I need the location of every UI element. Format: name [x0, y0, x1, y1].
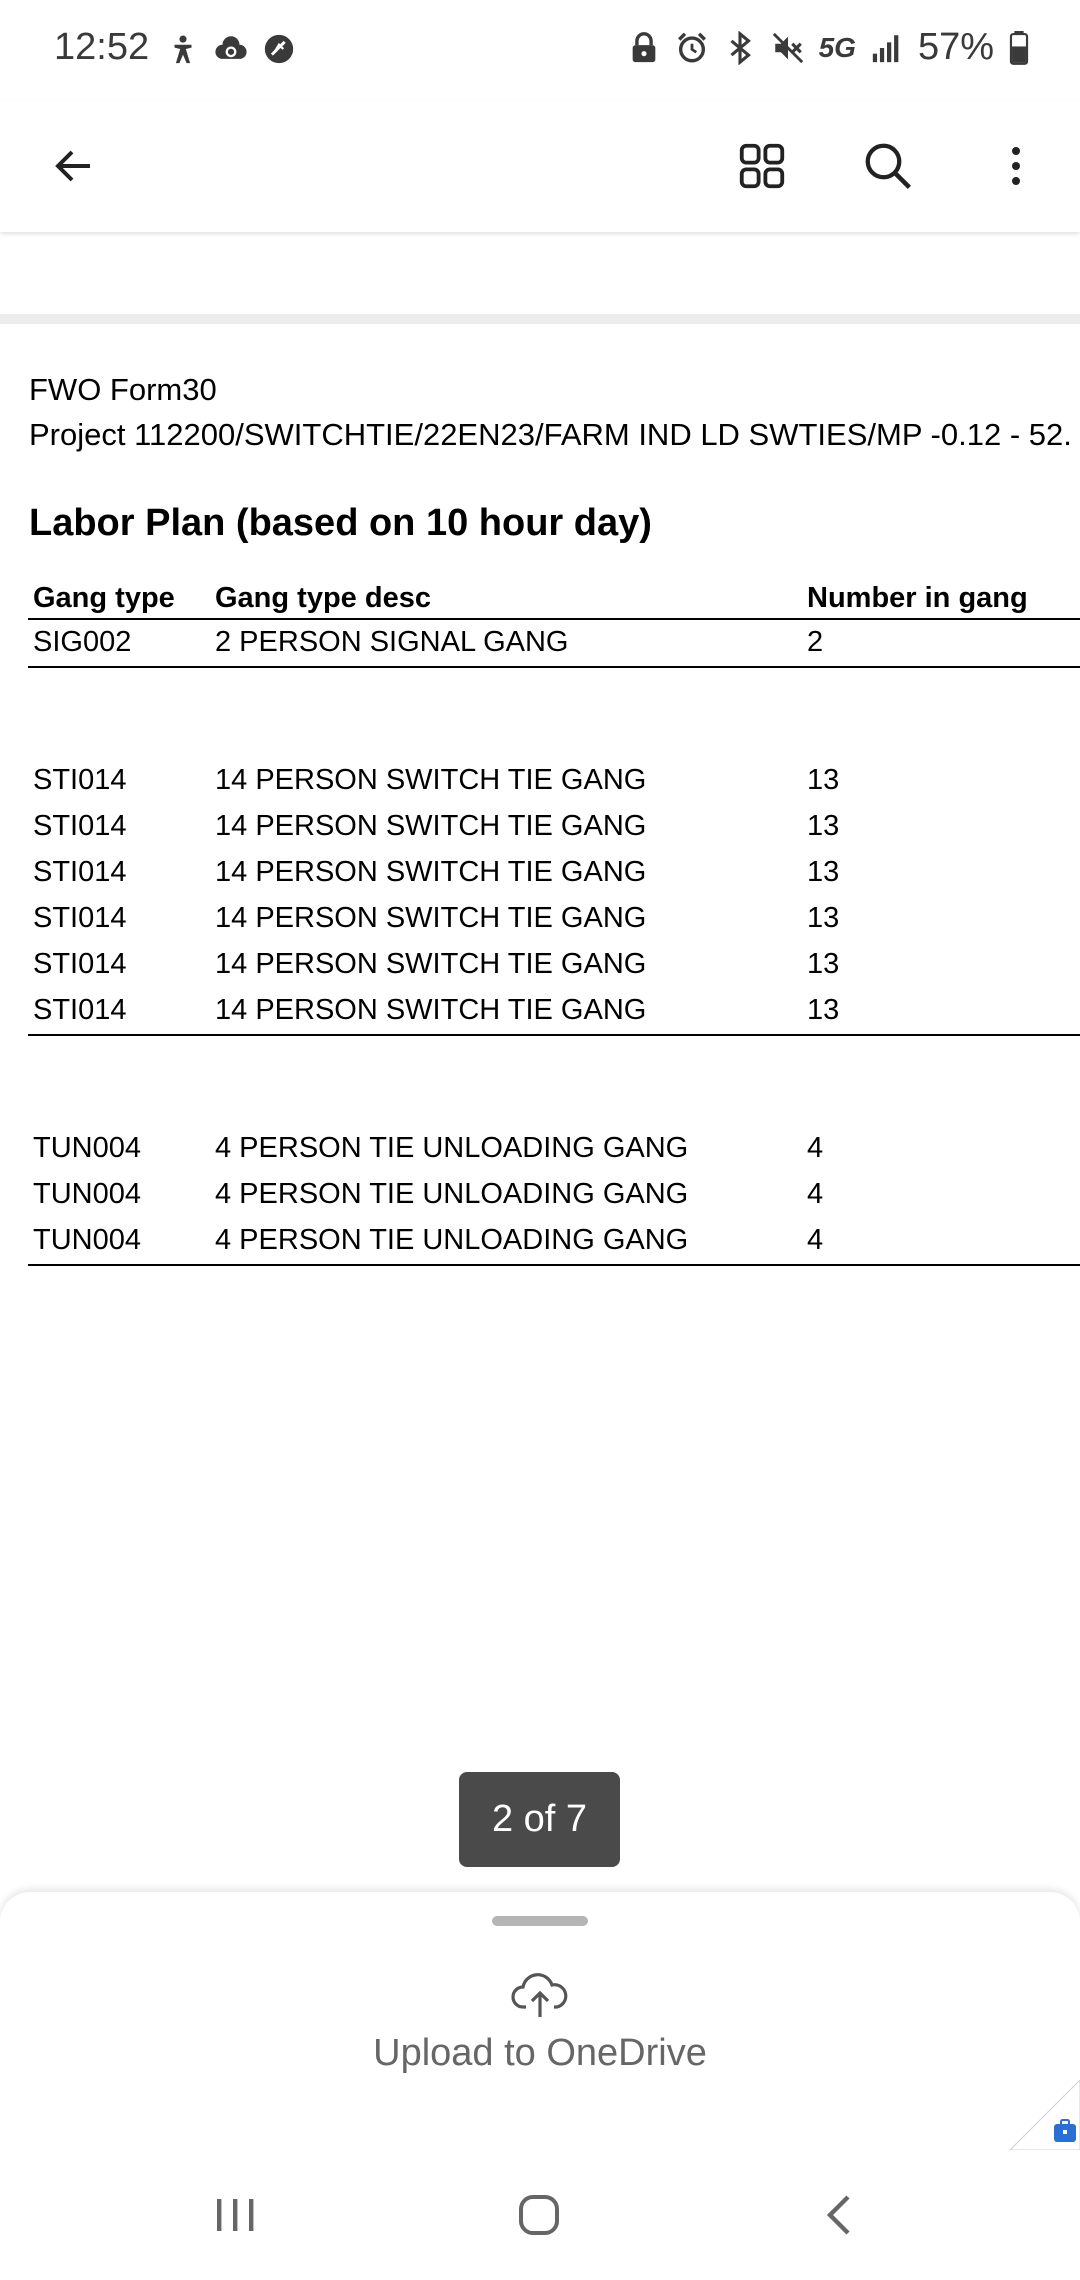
search-button[interactable]	[848, 126, 928, 206]
cell-gang-desc: 14 PERSON SWITCH TIE GANG	[215, 856, 647, 888]
header-gang-type-desc: Gang type desc	[215, 582, 431, 614]
cell-gang-desc: 14 PERSON SWITCH TIE GANG	[215, 764, 647, 796]
upload-to-onedrive-button[interactable]	[300, 1952, 780, 2102]
more-options-button[interactable]	[976, 126, 1056, 206]
cell-number: 13	[807, 902, 840, 934]
cell-number: 4	[807, 1178, 824, 1210]
status-bar	[0, 0, 1080, 100]
page-indicator: 2 of 7	[459, 1772, 620, 1867]
system-nav-bar	[0, 2150, 1080, 2280]
recents-button[interactable]	[190, 2180, 280, 2250]
briefcase-icon	[1010, 2080, 1080, 2150]
cell-gang-type: TUN004	[33, 1132, 141, 1164]
cell-number: 2	[807, 626, 824, 658]
alarm-icon	[675, 31, 709, 65]
cell-gang-desc: 2 PERSON SIGNAL GANG	[215, 626, 569, 658]
table-group-sti	[28, 758, 1080, 1036]
cell-gang-type: STI014	[33, 810, 127, 842]
arrow-left-icon	[50, 142, 98, 190]
cell-gang-type: TUN004	[33, 1224, 141, 1256]
header-number-in-gang: Number in gang	[807, 582, 1028, 614]
app-bar	[0, 100, 1080, 232]
cell-gang-desc: 14 PERSON SWITCH TIE GANG	[215, 948, 647, 980]
cell-gang-desc: 4 PERSON TIE UNLOADING GANG	[215, 1224, 689, 1256]
upload-label: Upload to OneDrive	[373, 2032, 707, 2074]
page-separator	[0, 314, 1080, 324]
battery-icon	[1008, 31, 1030, 65]
cell-number: 13	[807, 764, 840, 796]
nav-back-button[interactable]	[795, 2180, 885, 2250]
labor-plan-heading: Labor Plan (based on 10 hour day)	[29, 502, 652, 544]
table-row	[28, 758, 1080, 804]
table-spacer	[28, 668, 1080, 758]
back-chevron-icon	[820, 2191, 860, 2239]
table-spacer	[28, 1036, 1080, 1126]
back-button[interactable]	[34, 126, 114, 206]
header-gang-type: Gang type	[33, 582, 175, 614]
cell-number: 13	[807, 810, 840, 842]
grid-icon	[735, 139, 789, 193]
document-title: FWO Form30	[29, 372, 217, 407]
table-row	[28, 804, 1080, 850]
cell-number: 4	[807, 1224, 824, 1256]
table-row	[28, 942, 1080, 988]
blocked-icon	[262, 32, 296, 66]
cell-gang-type: SIG002	[33, 626, 132, 658]
labor-plan-table	[28, 576, 1080, 1266]
table-row	[28, 620, 1080, 666]
cloud-upload-icon	[510, 1970, 570, 2020]
table-header-row	[28, 576, 1080, 620]
cell-number: 13	[807, 948, 840, 980]
bottom-sheet	[0, 1892, 1080, 2150]
sheet-drag-handle[interactable]	[492, 1916, 588, 1926]
system-icons	[627, 26, 1030, 69]
table-row	[28, 1218, 1080, 1264]
cell-gang-type: STI014	[33, 764, 127, 796]
cell-gang-type: STI014	[33, 902, 127, 934]
cell-gang-desc: 4 PERSON TIE UNLOADING GANG	[215, 1178, 689, 1210]
table-row	[28, 1172, 1080, 1218]
table-row	[28, 850, 1080, 896]
bluetooth-icon	[723, 31, 757, 65]
search-icon	[861, 139, 915, 193]
cell-gang-desc: 14 PERSON SWITCH TIE GANG	[215, 994, 647, 1026]
cloud-sync-icon	[214, 32, 248, 66]
battery-percent: 57%	[917, 26, 994, 68]
table-row	[28, 1126, 1080, 1172]
cell-gang-desc: 4 PERSON TIE UNLOADING GANG	[215, 1132, 689, 1164]
recents-icon	[213, 2195, 257, 2235]
cell-gang-type: STI014	[33, 994, 127, 1026]
notification-icons	[166, 32, 296, 66]
lock-icon	[627, 31, 661, 65]
more-vert-icon	[992, 142, 1040, 190]
mute-icon	[771, 31, 805, 65]
document-project: Project 112200/SWITCHTIE/22EN23/FARM IND LD SWTIES/MP -0.12 - 52.	[29, 417, 1072, 452]
table-group-tun	[28, 1126, 1080, 1266]
table-row	[28, 988, 1080, 1034]
table-group-sig	[28, 620, 1080, 668]
signal-icon	[870, 31, 904, 65]
accessibility-icon	[166, 32, 200, 66]
cell-number: 4	[807, 1132, 824, 1164]
cell-gang-type: STI014	[33, 948, 127, 980]
document-page[interactable]	[0, 324, 1080, 1904]
cell-gang-type: STI014	[33, 856, 127, 888]
cell-gang-desc: 14 PERSON SWITCH TIE GANG	[215, 902, 647, 934]
home-icon	[515, 2191, 563, 2239]
table-row	[28, 896, 1080, 942]
cell-number: 13	[807, 994, 840, 1026]
cell-gang-type: TUN004	[33, 1178, 141, 1210]
grid-view-button[interactable]	[722, 126, 802, 206]
cell-number: 13	[807, 856, 840, 888]
status-time: 12:52	[54, 26, 150, 68]
home-button[interactable]	[494, 2180, 584, 2250]
network-type: 5G	[818, 31, 856, 63]
cell-gang-desc: 14 PERSON SWITCH TIE GANG	[215, 810, 647, 842]
